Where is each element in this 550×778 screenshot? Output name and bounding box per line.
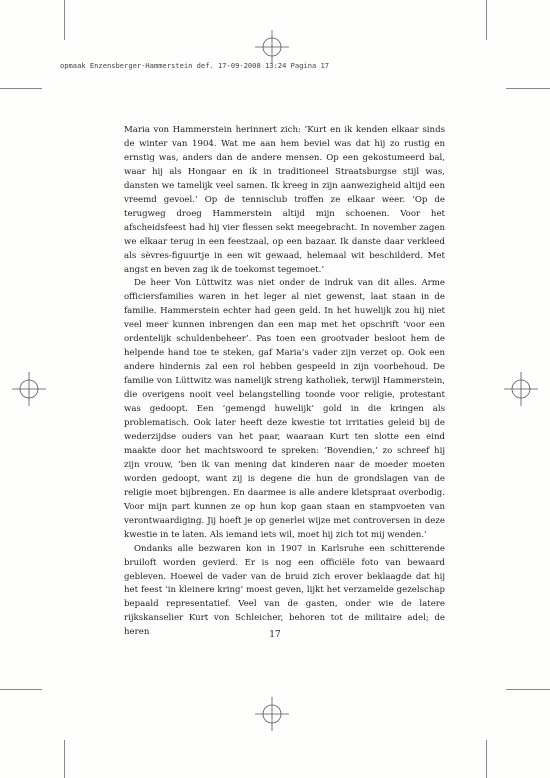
body-text bbox=[124, 124, 445, 640]
registration-mark-left-icon bbox=[12, 372, 46, 406]
paragraph: Ondanks alle bezwaren kon in 1907 in Karlsruhe een schitterende bruiloft worden gevierd. Er is nog een officiële foto van bewaard gebleven. Hoewel de vader van de bruid zich erover beklaagde dat hij het feest ‘in kleinere kring’ moest geven, lijkt het verzamelde gezelschap bepaald representatief. Veel van de gasten, onder wie de latere rijkskanselier Kurt von Schleicher, behoren tot de militaire adel; de heren bbox=[124, 543, 445, 638]
crop-mark-top-left-v bbox=[64, 0, 65, 40]
registration-mark-top-icon bbox=[255, 30, 289, 64]
registration-mark-right-icon bbox=[504, 372, 538, 406]
crop-mark-bottom-left-v bbox=[64, 740, 65, 778]
page-number: 17 bbox=[269, 630, 281, 640]
crop-mark-top-right-h bbox=[506, 88, 550, 89]
crop-mark-bottom-right-v bbox=[486, 740, 487, 778]
print-slug: opmaak Enzensberger-Hammerstein def. 17-09-2008 13:24 Pagina 17 bbox=[60, 61, 330, 70]
paragraph: Maria von Hammerstein herinnert zich: ‘Kurt en ik kenden elkaar sinds de winter van 1904. Wat me aan hem beviel was dat hij zo rustig en ernstig was, anders dan de andere mensen. Op een gekostumeerd bal, waar hij als Hongaar en ik in traditioneel Straatsburgse stijl was, dansten we tamelijk veel samen. Ik kreeg in zijn aanwezigheid altijd een vreemd gevoel.’ Op de tennisclub troffen ze elkaar weer. ‘Op de terugweg droeg Hammerstein altijd mijn schoenen. Voor het afscheidsfeest had hij vier flessen sekt meegebracht. In november zagen we elkaar terug in een feestzaal, op een bazaar. Ik danste daar verkleed als sèvres-figuurtje in een wit gewaad, helemaal wit beschilderd. Met angst en beven zag ik de toekomst tegemoet.’ bbox=[124, 125, 445, 275]
crop-mark-top-right-v bbox=[486, 0, 487, 40]
crop-mark-top-left-h bbox=[0, 88, 42, 89]
crop-mark-bottom-right-h bbox=[506, 689, 550, 690]
crop-mark-bottom-left-h bbox=[0, 689, 42, 690]
registration-mark-bottom-icon bbox=[255, 697, 289, 731]
paragraph: De heer Von Lüttwitz was niet onder de indruk van dit alles. Arme officiersfamilies waren in het leger al niet gewenst, laat staan in de familie. Hammerstein echter had geen geld. In het huwelijk zou hij niet veel meer kunnen inbrengen dan een map met het opschrift ‘voor een ordentelijk schuldenbeheer’. Pas toen een grootvader besloot hem de helpende hand toe te steken, gaf Maria’s vader zijn verzet op. Ook een andere hindernis zal een rol hebben gespeeld in zijn voorbehoud. De familie von Lüttwitz was namelijk streng katholiek, terwijl Hammerstein, die overigens nooit veel belangstelling toonde voor religie, protestant was gedoopt. Een ‘gemengd huwelijk’ gold in die kringen als problematisch. Ook later heeft deze kwestie tot irritaties geleid bij de wederzijdse ouders van het paar, waaraan Kurt ten slotte een eind maakte door het machtswoord te spreken: ‘Bovendien,’ zo schreef hij zijn vrouw, ‘ben ik van mening dat kinderen naar de moeder moeten worden gedoopt, want zij is degene die hun de grondslagen van de religie moet bijbrengen. En daarmee is alle andere kletspraat overbodig. Voor mijn part kunnen ze op hun kop gaan staan en stampvoeten van verontwaardiging. Jij hoeft je op generlei wijze met controversen in deze kwestie in te laten. Als iemand iets wil, moet hij zich tot mij wenden.’ bbox=[124, 278, 445, 540]
